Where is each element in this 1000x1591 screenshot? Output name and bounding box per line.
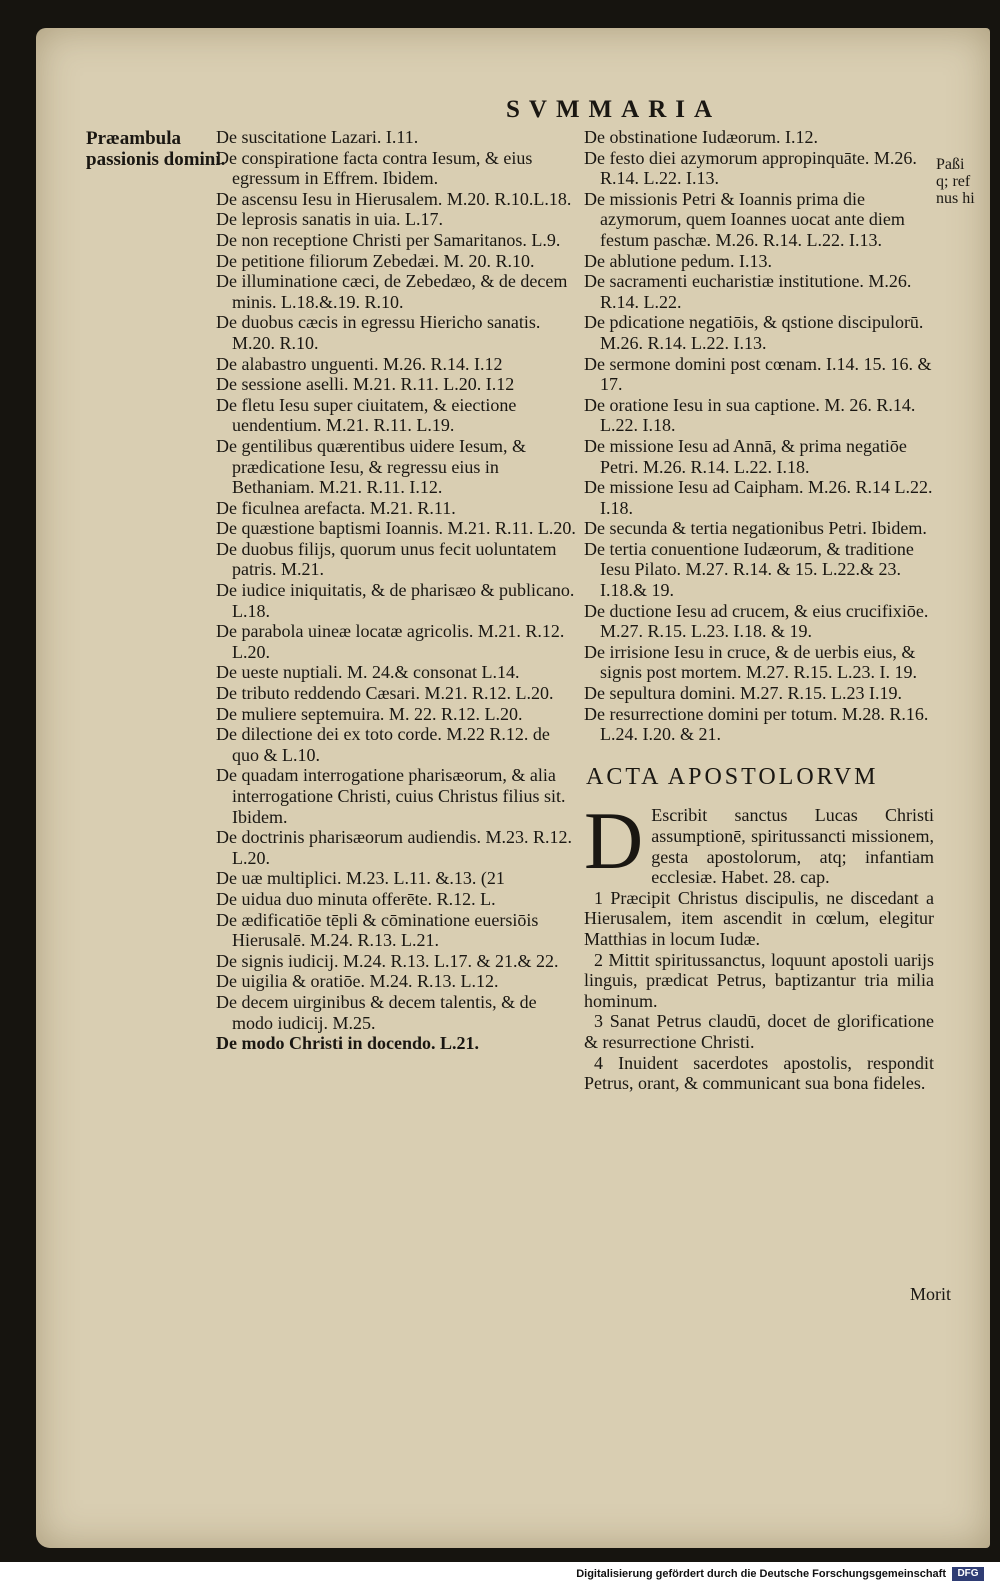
chapter-summary: 2 Mittit spiritussanctus, loquunt apostoli uarijs linguis, prædicat Petrus, baptizantur tria milia hominum. <box>584 949 934 1011</box>
summary-entry: De missionis Petri & Ioannis prima die azymorum, quem Ioannes uocat ante diem festum paschæ. M.26. R.14. L.22. I.13. <box>584 188 905 250</box>
summary-entry: De modo Christi in docendo. L.21. <box>216 1033 480 1054</box>
summary-entry: De pdicatione negatiōis, & qstione discipulorū. M.26. R.14. L.22. I.13. <box>584 312 924 353</box>
catchword: Morit <box>910 1284 952 1304</box>
summary-entry: De ædificatiōe tēpli & cōminatione euersiōis Hierusalē. M.24. R.13. L.21. <box>216 909 539 951</box>
summary-entry: De quadam interrogatione pharisæorum, & alia interrogatione Christi, cuius Christus filius sit. Ibidem. <box>216 765 566 827</box>
summary-entry: De ablutione pedum. I.13. <box>584 250 772 271</box>
left-column <box>216 127 576 1054</box>
summary-entry: De oratione Iesu in sua captione. M. 26. R.14. L.22. I.18. <box>584 394 916 436</box>
summary-entry: De uigilia & oratiōe. M.24. R.13. L.12. <box>216 971 499 992</box>
summary-entry: De missione Iesu ad Annā, & prima negatiōe Petri. M.26. R.14. L.22. I.18. <box>584 435 907 477</box>
summary-entry: De missione Iesu ad Caipham. M.26. R.14 L.22. I.18. <box>584 477 933 518</box>
right-margin-note <box>936 156 990 207</box>
summary-entry: De ductione Iesu ad crucem, & eius crucifixiōe. M.27. R.15. L.23. I.18. & 19. <box>584 600 929 642</box>
summary-entry: De quæstione baptismi Ioannis. M.21. R.11. L.20. <box>216 518 576 539</box>
summary-entry: De leprosis sanatis in uia. L.17. <box>216 209 443 230</box>
summary-entry: De tertia conuentione Iudæorum, & traditione Iesu Pilato. M.27. R.14. & 15. L.22.& 23. I.18.& 19. <box>584 538 914 601</box>
summary-entry: De alabastro unguenti. M.26. R.14. I.12 <box>216 353 503 374</box>
summary-entry: De gentilibus quærentibus uidere Iesum, & prædicatione Iesu, & regressu eius in Bethaniam. M.21. R.11. I.12. <box>216 435 526 498</box>
summary-entry: De festo diei azymorum appropinquāte. M.26. R.14. L.22. I.13. <box>584 147 917 189</box>
summary-entry: De tributo reddendo Cæsari. M.21. R.12. L.20. <box>216 683 554 704</box>
footer-credit: Digitalisierung gefördert durch die Deutsche Forschungsgemeinschaft <box>576 1568 946 1580</box>
running-header: SVMMARIA <box>506 96 722 123</box>
summary-entry: De parabola uineæ locatæ agricolis. M.21. R.12. L.20. <box>216 621 565 662</box>
right-margin-line: Paßi <box>936 156 965 173</box>
chapter-summary: 4 Inuident sacerdotes apostolis, respondit Petrus, orant, & communicant sua bona fideles. <box>584 1052 934 1094</box>
left-margin-note: Præambula passionis domini. <box>86 128 226 170</box>
summary-entry: De sepultura domini. M.27. R.15. L.23 I.19. <box>584 683 902 704</box>
book-page <box>36 28 990 1548</box>
summary-entry: De ficulnea arefacta. M.21. R.11. <box>216 497 456 518</box>
summary-entry: De uæ multiplici. M.23. L.11. &.13. (21 <box>216 868 505 889</box>
summary-entry: De muliere septemuira. M. 22. R.12. L.20. <box>216 703 523 724</box>
summary-entry: De secunda & tertia negationibus Petri. Ibidem. <box>584 518 927 539</box>
right-margin-line: q; ref <box>936 173 971 190</box>
section-title: ACTA APOSTOLORVM <box>586 763 879 790</box>
footer-bar <box>0 1562 1000 1591</box>
summary-entry: De resurrectione domini per totum. M.28. R.16. L.24. I.20. & 21. <box>584 703 929 745</box>
summary-entry: De uidua duo minuta offerēte. R.12. L. <box>216 888 496 909</box>
summary-entry: De sermone domini post cœnam. I.14. 15. 16. & 17. <box>584 353 932 395</box>
summary-entry: De decem uirginibus & decem talentis, & de modo iudicij. M.25. <box>216 991 537 1033</box>
chapter-summary: 3 Sanat Petrus claudū, docet de glorificatione & resurrectione Christi. <box>584 1011 934 1052</box>
summary-entry: De doctrinis pharisæorum audiendis. M.23. R.12. L.20. <box>216 827 572 868</box>
summary-entry: De duobus filijs, quorum unus fecit uoluntatem patris. M.21. <box>216 538 557 580</box>
summary-entry: De duobus cæcis in egressu Hiericho sanatis. M.20. R.10. <box>216 312 541 353</box>
summary-entry: De illuminatione cæci, de Zebedæo, & de decem minis. L.18.&.19. R.10. <box>216 271 568 312</box>
summary-entry: De ueste nuptiali. M. 24.& consonat L.14. <box>216 662 520 683</box>
summary-entry: De fletu Iesu super ciuitatem, & eiectione uendentium. M.21. R.11. L.19. <box>216 394 517 436</box>
summary-entry: De obstinatione Iudæorum. I.12. <box>584 127 818 147</box>
summary-entry: De petitione filiorum Zebedæi. M. 20. R.10. <box>216 250 535 271</box>
summary-entry: De signis iudicij. M.24. R.13. L.17. & 21.& 22. <box>216 950 559 971</box>
acta-intro-text: Escribit sanctus Lucas Christi assumptionē, spiritussancti missionem, gesta apostolorum, atq; infantiam ecclesiæ. Habet. 28. cap. <box>651 805 934 888</box>
summary-entry: De iudice iniquitatis, & de pharisæo & publicano. L.18. <box>216 580 575 621</box>
summary-entry: De ascensu Iesu in Hierusalem. M.20. R.10.L.18. <box>216 188 572 209</box>
acta-intro <box>584 795 934 888</box>
summary-entry: De sessione aselli. M.21. R.11. L.20. I.12 <box>216 374 515 395</box>
summary-entry: De non receptione Christi per Samaritanos. L.9. <box>216 229 561 250</box>
summary-entry: De suscitatione Lazari. I.11. <box>216 127 419 147</box>
drop-cap: D <box>584 795 644 887</box>
dfg-logo: DFG <box>952 1567 984 1581</box>
summary-entry: De sacramenti eucharistiæ institutione. M.26. R.14. L.22. <box>584 271 912 312</box>
right-column <box>584 127 934 1094</box>
summary-entry: De conspiratione facta contra Iesum, & eius egressum in Effrem. Ibidem. <box>216 147 533 189</box>
summary-entry: De dilectione dei ex toto corde. M.22 R.12. de quo & L.10. <box>216 724 550 765</box>
right-margin-line: nus hi <box>936 190 975 207</box>
summary-entry: De irrisione Iesu in cruce, & de uerbis eius, & signis post mortem. M.27. R.15. L.23. I. 19. <box>584 641 918 683</box>
chapter-summary: 1 Præcipit Christus discipulis, ne discedant a Hierusalem, item ascendit in cœlum, elegitur Matthias in locum Iudæ. <box>584 887 934 949</box>
